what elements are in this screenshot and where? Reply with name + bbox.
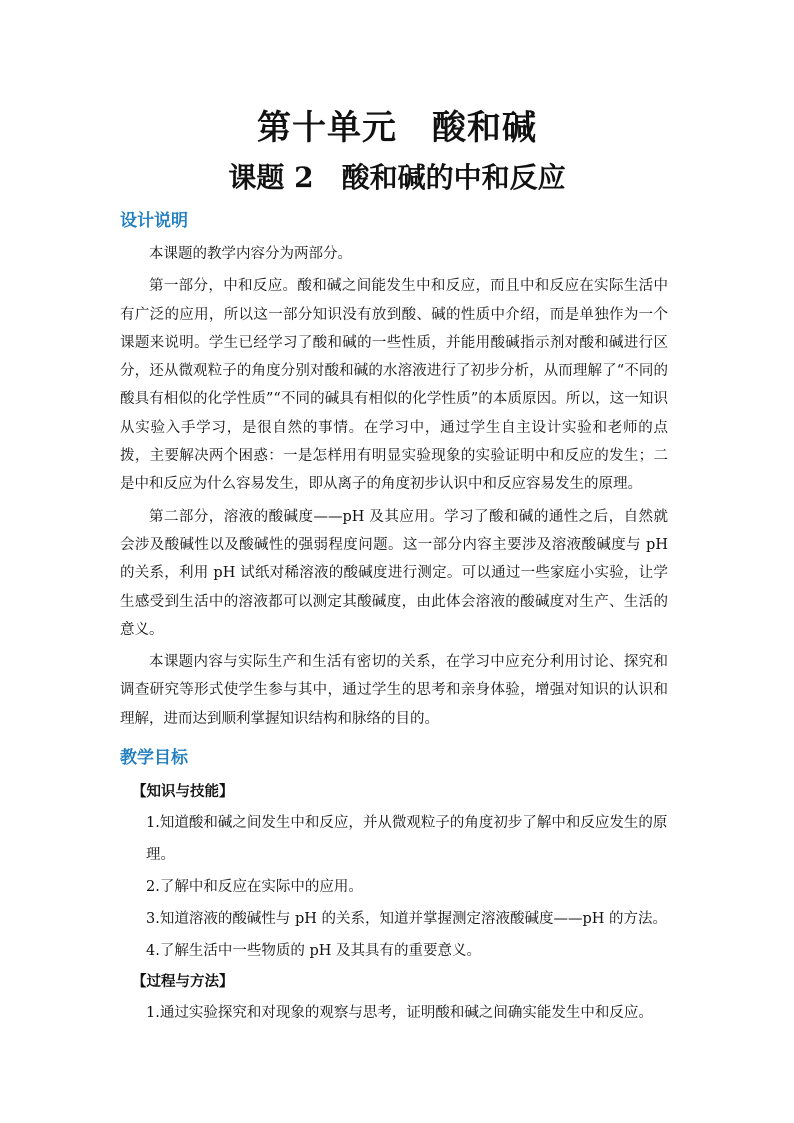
knowledge-item-2: 2.了解中和反应在实际中的应用。 — [146, 879, 363, 896]
objectives-heading: 教学目标 — [120, 748, 188, 769]
design-paragraph-4: 本课题内容与实际生产和生活有密切的关系，在学习中应充分利用讨论、探究和调查研究等形式使学生参与其中，通过学生的思考和亲身体验，增强对知识的认识和理解，进而达到顺利掌握知识结构和脉络的目的。 — [120, 654, 668, 727]
knowledge-item-1: 1.知道酸和碱之间发生中和反应，并从微观粒子的角度初步了解中和反应发生的原理。 — [146, 815, 668, 864]
process-item-1: 1.通过实验探究和对现象的观察与思考，证明酸和碱之间确实能发生中和反应。 — [146, 1005, 653, 1022]
design-heading: 设计说明 — [120, 211, 188, 231]
design-paragraph-3: 第二部分，溶液的酸碱度——pH 及其应用。学习了酸和碱的通性之后，自然就会涉及酸碱性以及酸碱性的强弱程度问题。这一部分内容主要涉及溶液酸碱度与 pH 的关系，利用 pH 试纸对稀溶液的酸碱度进行测定。可以通过一些家庭小实验，让学生感受到生活中的溶液都可以测定其酸碱度，由此体会溶液的酸碱度对生产、生活的意义。 — [120, 508, 668, 638]
knowledge-skills-label: 【知识与技能】 — [132, 784, 234, 801]
knowledge-item-3: 3.知道溶液的酸碱性与 pH 的关系，知道并掌握测定溶液酸碱度——pH 的方法。 — [146, 911, 668, 928]
design-paragraph-2: 第一部分，中和反应。酸和碱之间能发生中和反应，而且中和反应在实际生活中有广泛的应用，所以这一部分知识没有放到酸、碱的性质中介绍，而是单独作为一个课题来说明。学生已经学习了酸和碱的一些性质，并能用酸碱指示剂对酸和碱进行区分，还从微观粒子的角度分别对酸和碱的水溶液进行了初步分析，从而理解了“不同的酸具有相似的化学性质”“不同的碱具有相似的化学性质”的本质原因。所以，这一知识从实验入手学习，是很自然的事情。在学习中，通过学生自主设计实验和老师的点拨，主要解决两个困惑：一是怎样用有明显实验现象的实验证明中和反应的发生；二是中和反应为什么容易发生，即从离子的角度初步认识中和反应容易发生的原理。 — [120, 278, 668, 493]
document-body — [120, 206, 668, 1029]
knowledge-item-4: 4.了解生活中一些物质的 pH 及其具有的重要意义。 — [146, 943, 481, 960]
design-paragraph-1: 本课题的教学内容分为两部分。 — [149, 246, 352, 262]
unit-title: 第十单元 酸和碱 — [257, 108, 537, 148]
lesson-title: 课题 2 酸和碱的中和反应 — [228, 161, 566, 194]
process-methods-label: 【过程与方法】 — [132, 974, 234, 991]
